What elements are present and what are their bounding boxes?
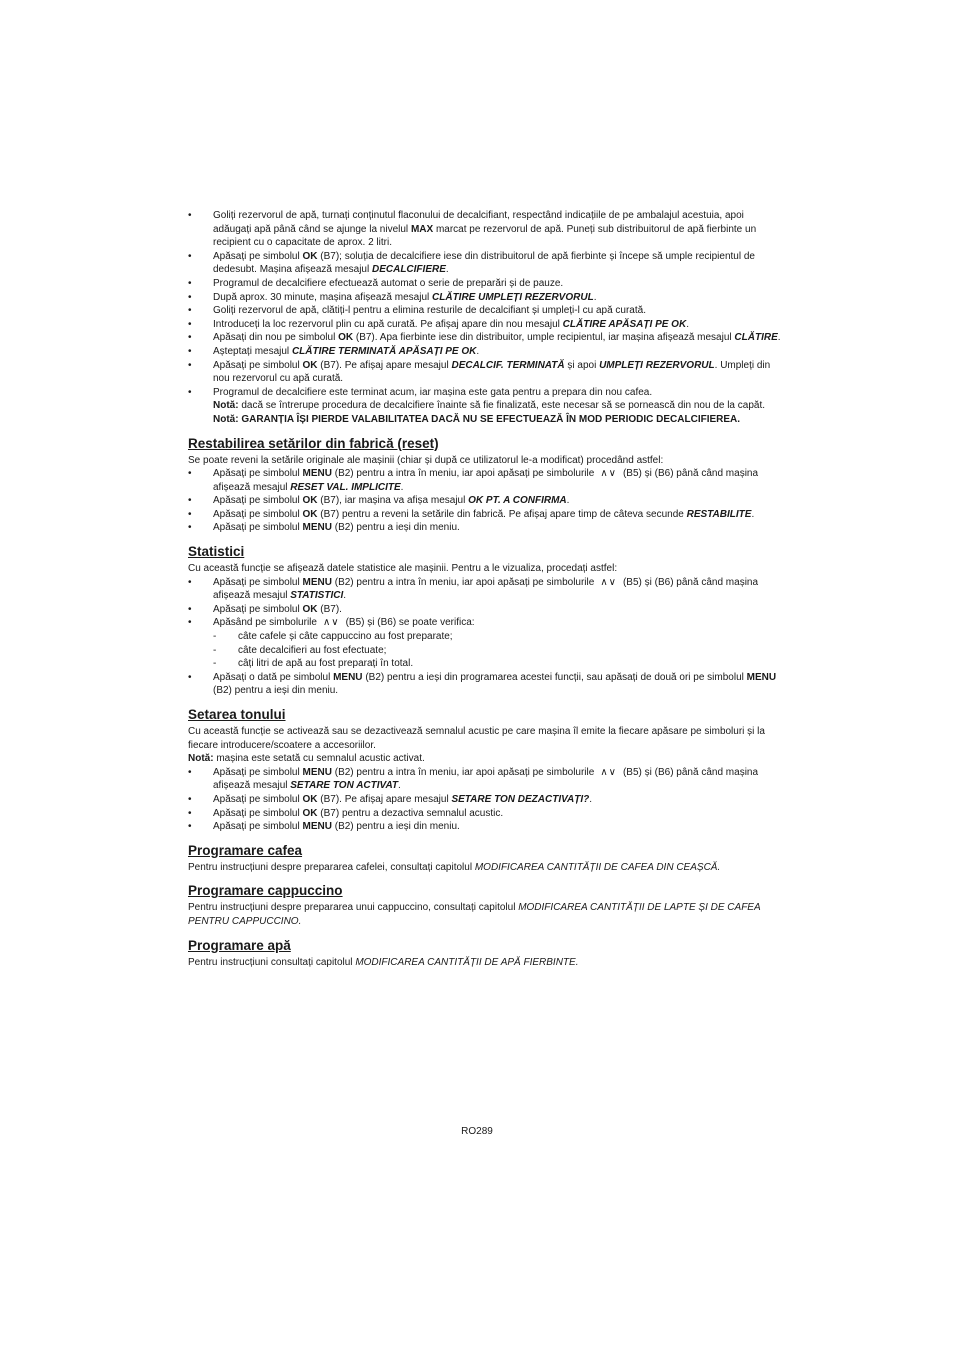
page-content [188, 209, 784, 969]
list-item: • Apăsați din nou pe simbolul OK (B7). Apa fierbinte iese din distribuitor, umple recipientul, iar mașina afișează mesajul CLĂTIRE. [188, 331, 784, 345]
list-item: • Apăsați pe simbolul OK (B7). [188, 603, 784, 617]
list-item: - câte decalcifieri au fost efectuate; [213, 644, 784, 658]
list-item: • Apăsați pe simbolul MENU (B2) pentru a ieși din meniu. [188, 521, 784, 535]
section-title-coffee: Programare cafea [188, 842, 303, 858]
list-item: • Apăsați pe simbolul OK (B7) pentru a dezactiva semnalul acustic. [188, 807, 784, 821]
up-down-arrows-icon: ∧∨ [600, 468, 617, 480]
section-title-statistics: Statistici [188, 544, 245, 560]
list-item: • Programul de decalcifiere efectuează automat o serie de preparări și de pauze. [188, 277, 784, 291]
statistics-intro: Cu această funcție se afișează datele statistice ale mașinii. Pentru a le vizualiza, procedați astfel: [188, 563, 618, 575]
section-title-reset: Restabilirea setărilor din fabrică (reset) [188, 435, 439, 451]
list-item: • Apăsând pe simbolurile ∧∨ (B5) și (B6) se poate verifica: - câte cafele și câte cappuccino au fost preparate; - câte decalcifieri au fost efectuate; - câți litri de apă au fost preparați în total. [188, 616, 784, 670]
section-title-water: Programare apă [188, 937, 291, 953]
tone-steps [188, 766, 784, 834]
statistics-sublist [213, 630, 784, 671]
water-text: Pentru instrucțiuni consultați capitolul MODIFICAREA CANTITĂȚII DE APĂ FIERBINTE. [188, 956, 579, 968]
list-item: • Apăsați pe simbolul MENU (B2) pentru a intra în meniu, iar apoi apăsați pe simbolurile ∧∨ (B5) și (B6) până când mașina afișează mesajul RESET VAL. IMPLICITE. [188, 467, 784, 494]
list-item: • Introduceți la loc rezervorul plin cu apă curată. Pe afișaj apare din nou mesajul CLĂTIRE APĂSAȚI PE OK. [188, 318, 784, 332]
list-item: • Apăsați pe simbolul OK (B7), iar mașina va afișa mesajul OK PT. A CONFIRMA. [188, 494, 784, 508]
decalcification-steps [188, 209, 784, 427]
list-item: - câte cafele și câte cappuccino au fost preparate; [213, 630, 784, 644]
page-number: RO289 [461, 1126, 493, 1137]
tone-note: Notă: mașina este setată cu semnalul acustic activat. [188, 753, 425, 765]
list-item: • Programul de decalcifiere este terminat acum, iar mașina este gata pentru a prepara din nou cafea. Notă: dacă se întrerupe procedura de decalcifiere înainte să fie finalizată, este necesar să se pornească din nou de la capăt. Notă: GARANȚIA ÎȘI PIERDE VALABILITATEA DACĂ NU SE EFECTUEAZĂ ÎN MOD PERIODIC DECALCIFIEREA. [188, 386, 784, 427]
list-item: • Apăsați pe simbolul MENU (B2) pentru a ieși din meniu. [188, 820, 784, 834]
up-down-arrows-icon: ∧∨ [600, 576, 617, 588]
list-item: • După aprox. 30 minute, mașina afișează mesajul CLĂTIRE UMPLEȚI REZERVORUL. [188, 291, 784, 305]
section-title-cappuccino: Programare cappuccino [188, 883, 343, 899]
list-item: • Așteptați mesajul CLĂTIRE TERMINATĂ APĂSAȚI PE OK. [188, 345, 784, 359]
tone-intro: Cu această funcție se activează sau se dezactivează semnalul acustic pe care mașina îl emite la fiecare apăsare pe simboluri și la fiecare introducere/scoatere a accesoriilor. [188, 726, 765, 751]
statistics-steps [188, 576, 784, 698]
reset-intro: Se poate reveni la setările originale ale mașinii (chiar și după ce utilizatorul le-a modificat) procedând astfel: [188, 454, 664, 466]
list-item: • Apăsați pe simbolul MENU (B2) pentru a intra în meniu, iar apoi apăsați pe simbolurile ∧∨ (B5) și (B6) până când mașina afișează mesajul SETARE TON ACTIVAT. [188, 766, 784, 793]
list-item: • Apăsați pe simbolul OK (B7) pentru a reveni la setările din fabrică. Pe afișaj apare timp de câteva secunde RESTABILITE. [188, 508, 784, 522]
note-label: Notă: [213, 400, 239, 412]
up-down-arrows-icon: ∧∨ [322, 617, 340, 629]
reset-steps [188, 467, 784, 535]
section-title-tone: Setarea tonului [188, 707, 286, 722]
coffee-text: Pentru instrucțiuni despre prepararea cafelei, consultați capitolul MODIFICAREA CANTITĂȚII DE CAFEA DIN CEAȘCĂ. [188, 861, 721, 873]
up-down-arrows-icon: ∧∨ [600, 766, 617, 778]
list-item: • Goliți rezervorul de apă, turnați conținutul flaconului de decalcifiant, respectând indicațiile de pe ambalajul acestuia, apoi adăugați apă până când se ajunge la nivelul MAX marcat pe rezervorul de apă. Puneți sub distribuitorul de apă fierbinte un recipient cu o capacitate de aprox. 2 litri. [188, 209, 784, 250]
warranty-note: Notă: GARANȚIA ÎȘI PIERDE VALABILITATEA DACĂ NU SE EFECTUEAZĂ ÎN MOD PERIODIC DECALCIFIEREA. [213, 413, 741, 425]
list-item: • Apăsați pe simbolul OK (B7); soluția de decalcifiere iese din distribuitorul de apă fierbinte și începe să umple recipientul de dedesubt. Mașina afișează mesajul DECALCIFIERE. [188, 250, 784, 277]
list-item: • Apăsați pe simbolul OK (B7). Pe afișaj apare mesajul SETARE TON DEZACTIVAȚI?. [188, 793, 784, 807]
list-item: • Apăsați pe simbolul OK (B7). Pe afișaj apare mesajul DECALCIF. TERMINATĂ și apoi UMPLEȚI REZERVORUL. Umpleți din nou rezervorul cu apă curată. [188, 359, 784, 386]
list-item: • Goliți rezervorul de apă, clătiți-l pentru a elimina resturile de decalcifiant și umpleți-l cu apă curată. [188, 304, 784, 318]
list-item: - câți litri de apă au fost preparați în total. [213, 657, 784, 671]
cappuccino-text: Pentru instrucțiuni despre prepararea unui cappuccino, consultați capitolul MODIFICAREA CANTITĂȚII DE LAPTE ȘI DE CAFEA PENTRU CAPPUCCINO. [188, 902, 761, 927]
list-item: • Apăsați pe simbolul MENU (B2) pentru a intra în meniu, iar apoi apăsați pe simbolurile ∧∨ (B5) și (B6) până când mașina afișează mesajul STATISTICI. [188, 576, 784, 603]
list-item: • Apăsați o dată pe simbolul MENU (B2) pentru a ieși din programarea acestei funcții, sau apăsați de două ori pe simbolul MENU (B2) pentru a ieși din meniu. [188, 671, 784, 698]
